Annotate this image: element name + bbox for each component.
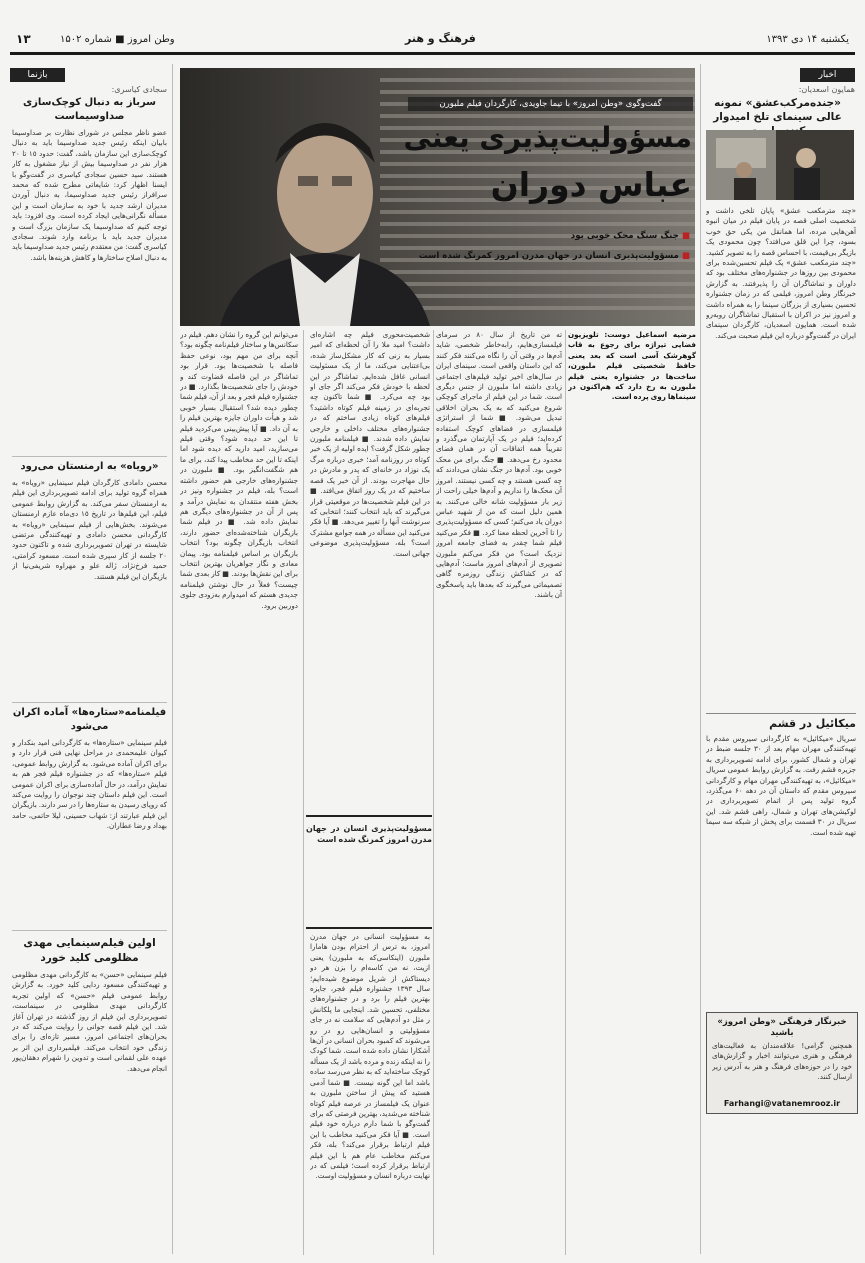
item2-title: «رویاه» به ارمنستان می‌رود bbox=[20, 461, 159, 472]
callout-email[interactable]: Farhangi@vatanemrooz.ir bbox=[723, 1099, 841, 1108]
bullet-square-icon: ■ bbox=[681, 231, 690, 241]
brief2-body: سریال «میکائیل» به کارگردانی سیروس مقدم با تهیه‌کنندگی مهران مهام بعد از ۳۰ جلسه ضبط در تهران و شمال کشور، برای ادامه تصویربرداری به جزیره قشم رفت. به گزارش روابط عمومی سریال «میکائیل»، به تهیه‌کنندگی مهران مهام و کارگردانی سیروس مقدم که داستان آن در دهه ۶۰ می‌گذرد، گروه تولید پس از اتمام تصویربرداری در لوکیشن‌های تهران و شمال، راهی قشم شد. این سریال در ۳۰ قسمت برای پخش از شبکه سه سیما تهیه شده است. bbox=[706, 734, 856, 837]
feature-column-2: ته من تاریخ از سال ٨٠ در سرمای فیلمسازی‌هایم، رابه‌خاطر شخصی، شاید آدم‌ها در وقتی آن را نگاه می‌کنند فکر کنند که این داستان واقعی است. سینمای ایران در سال‌های اخیر تولید فیلم‌های اجتماعی زیادی داشته اما ملبورن از جنس دیگری است. شما در این فیلم از ماجرای کوچکی شروع می‌کنید که به یک بحران اخلاقی تبدیل می‌شود. ■ شما از استراتژی فیلمسازی در فضاهای کوچک استفاده کرده‌اید؛ فیلم در یک آپارتمان می‌گذرد و تقریباً همه اتفاقات آن در همان فضای محدود رخ می‌دهد. ■ جنگ برای من محک خوبی بود. آدم‌ها در جنگ نشان می‌دادند که چه کسی هستند و چه کسی نیستند. امروز آن محک‌ها را نداریم و آدم‌ها خیلی راحت از زیر بار مسؤولیت شانه خالی می‌کنند. به همین دلیل است که من از شهید عباس دوران یاد می‌کنم؛ کسی که مسؤولیت‌پذیری را تا آخرین لحظه معنا کرد. ■ فکر می‌کنید فیلم شما چقدر به فضای جامعه امروز نزدیک است؟ من فکر می‌کنم ملبورن تصویری از آدم‌های امروز ماست؛ آدم‌هایی که در کشاکش زندگی روزمره گاهی تصمیماتی می‌گیرند که بعدها باید پاسخگوی آن باشند. bbox=[436, 330, 562, 600]
header-date: یکشنبه ۱۴ دی ۱۳۹۳ bbox=[766, 34, 849, 45]
header-page-number: ۱۳ bbox=[16, 32, 31, 46]
feature-intro: مرضیه اسماعیل دوست: تلویزیون فضایی تیراژه برای رجوع به قاب گوهرشک آسی است که بعد یعنی حافظ شخصیتی فیلم ملبورن، ساخت‌ها در جشنواره یعنی فیلم ملبورن به رخ دارد که هم‌اکنون در سینماها روی پرده است. bbox=[568, 330, 696, 402]
feature-subhead-2-text: مسؤولیت‌پذیری انسان در جهان مدرن امروز کمرنگ شده است bbox=[418, 251, 679, 261]
feature-subhead-2 bbox=[380, 250, 690, 262]
left-divider-1 bbox=[12, 456, 167, 457]
right-column-rule bbox=[700, 64, 701, 1254]
pull-quote-box bbox=[306, 815, 432, 929]
header-issue: وطن امروز ■ شماره ۱۵۰۲ bbox=[60, 34, 175, 45]
item2-body: محسن دامادی کارگردان فیلم سینمایی «رویاه» به همراه گروه تولید برای ادامه تصویربرداری این فیلم به ارمنستان سفر می‌کند. به گزارش روابط عمومی فیلم، این فیلم‌ها در تاریخ ١٥ دی‌ماه عازم ارمنستان می‌شوند. بخش‌هایی از فیلم سینمایی «رویاه» به کارگردانی محسن دامادی و تهیه‌کنندگی مرتضی شایسته در تهران تصویربرداری شده و تاکنون حدود ٢٠ جلسه از کار سپری شده است. مسعود کرامتی، حمید فرخ‌نژاد، ژاله علو و مهراوه شریفی‌نیا از بازیگران این فیلم هستند. bbox=[12, 478, 167, 581]
news-label: اخبار bbox=[800, 68, 855, 82]
feature-headline-1: مسؤولیت‌پذیری یعنی bbox=[403, 121, 692, 154]
brief1-body: «چند مترمکعب عشق» پایان تلخی داشت و شخصیت اصلی قصه در پایان فیلم در میان انبوه آهن‌هایی مرده، اما همانقل من یکی حق خوب بسود، چرا این قلق می‌افتد؟ چون محمودی یک بازیگر بی‌قیمت، با احساس قصه را به تصویر کشید. «چند مترمکعب عشق» یک فیلم تحسین‌شده برای محمودی بین روزها در جشنواره‌های مختلف بود که داوران و تماشاگران آن را پذیرفتند. به گزارش خبرنگار وطن امروز، فیلمی که در زمان جشنواره تحسین بسیاری از بزرگان سینما را به همراه داشت و امروز نیز در اکران با استقبال تماشاگران روبه‌رو شده است. همایون اسعدیان، کارگردان سینمای ایران در گفت‌وگو درباره این فیلم صحبت می‌کند. bbox=[706, 206, 856, 340]
item4-title: اولین فیلم‌سینمایی مهدی مظلومی کلید خورد bbox=[23, 937, 156, 964]
item4-body: فیلم سینمایی «حسن» به کارگردانی مهدی مظلومی و تهیه‌کنندگی مسعود ردایی کلید خورد. به گزارش روابط عمومی فیلم «حسن» که اولین تجربه کارگردانی مهدی مظلومی در سینماست، تصویربرداری این فیلم از روز گذشته در تهران آغاز شد. این فیلم قصه جوانی را روایت می‌کند که در بحران‌های اجتماعی امروز، مسیر تازه‌ای را برای زندگی خود انتخاب می‌کند. فیلمبرداری این اثر بر عهده علی لقمانی است و تدوین را شهرام دهقان‌پور انجام می‌دهد. bbox=[12, 970, 167, 1073]
item1-body: عضو ناظر مجلس در شورای نظارت بر صداوسیما بابیان اینکه رئیس جدید صداوسیما باید به دنبال کوچک‌سازی این سازمان باشد، گفت: حدود ١٥ تا ٢٠ هزار نفر در صداوسیما بیش از نیاز مشغول به کار هستند. سید حسین سجادی کیاسری در گفت‌وگو با ایسنا اظهار کرد: شایعاتی مطرح شده که محمد سرافراز رئیس جدید صداوسیما، به دنبال آوردن مدیران ارشد جدید با خود به سازمان است و این مسأله نگرانی‌هایی ایجاد کرده است. وی افزود: باید توجه کنیم که صداوسیما یک سازمان بزرگ است و مدیران جدید باید با برنامه وارد شوند. سجادی کیاسری گفت: من معتقدم رئیس جدید صداوسیما باید به دنبال اصلاح ساختارها و کاهش هزینه‌ها باشد. bbox=[12, 128, 167, 262]
feature-subhead-1 bbox=[420, 230, 690, 242]
left-divider-2 bbox=[12, 702, 167, 703]
item3-body: فیلم سینمایی «ستاره‌ها» به کارگردانی امید بنکدار و کیوان علیمحمدی در مراحل نهایی فنی قرار دارد و برای اکران آماده می‌شود. به گزارش روابط عمومی، فیلم «ستاره‌ها» که در جشنواره فیلم فجر هم به نمایش درآمد، در حال آماده‌سازی برای اکران عمومی است. این فیلم داستان چند نوجوان را روایت می‌کند که رویای رسیدن به ستاره‌ها را در سر دارند. بازیگران این فیلم عبارتند از: شهاب حسینی، لیلا حاتمی، حامد بهداد و رضا عطاران. bbox=[12, 738, 167, 831]
feature-column-4: می‌توانم این گروه را نشان دهم. فیلم در سکانس‌ها و ساختار فیلم‌نامه چگونه بود؟ آنچه برای من مهم بود، نوعی حفظ فاصله با شخصیت‌ها بود. قرار بود تماشاگر در این فاصله قضاوت کند و خودش را جای شخصیت‌ها بگذارد. ■ در جشنواره فیلم فجر و بعد از آن، فیلم شما چطور دیده شد؟ استقبال بسیار خوبی شد و هیأت داوران جایزه بهترین فیلم را به آن داد. ■ آیا پیش‌بینی می‌کردید فیلم تا این حد دیده شود؟ وقتی فیلم می‌سازید، امید دارید که دیده شود اما اینکه تا این حد مخاطب پیدا کند، برای ما هم شگفت‌انگیز بود. ■ ملبورن در جشنواره‌های خارجی هم حضور داشته است؟ بله، فیلم در جشنواره ونیز در بخش هفته منتقدان به نمایش درآمد و پس از آن در جشنواره‌های دیگری هم نمایش داده شد. ■ در فیلم شما بازیگران شناخته‌شده‌ای حضور دارند، انتخاب بازیگران چگونه بود؟ انتخاب بازیگران بر اساس فیلمنامه بود. پیمان معادی و نگار جواهریان بهترین انتخاب برای این نقش‌ها بودند. ■ کار بعدی شما چیست؟ فعلاً در حال نوشتن فیلمنامه جدیدی هستم که امیدوارم به‌زودی جلوی دوربین برود. bbox=[180, 330, 298, 610]
bullet-square-icon: ■ bbox=[681, 251, 690, 261]
brief1-kicker: همایون اسعدیان: bbox=[798, 85, 855, 94]
left-divider-3 bbox=[12, 930, 167, 931]
feature-rule-2 bbox=[433, 330, 434, 1255]
callout-title: خبرنگار فرهنگی «وطن امروز» باشید bbox=[717, 1017, 847, 1038]
brief2-title: میکائیل در قشم bbox=[769, 717, 856, 730]
item1-title: سرباز به دنبال کوچک‌سازی صداوسیماست bbox=[22, 97, 157, 122]
header-section: فرهنگ و هنر bbox=[405, 32, 476, 45]
callout-body: همچنین گرامی! علاقه‌مندان به فعالیت‌های فرهنگی و هنری می‌توانند اخبار و گزارش‌های خود را در حوزه‌های فرهنگ و هنر به آدرس زیر ارسال کنند. bbox=[712, 1041, 852, 1082]
feature-column-3b: به مسؤولیت انسانی در جهان مدرن امروز، به ترس از احترام بودن هامارا ملبورن (اینکاسی‌که به ‌ملبورن) یعنی ازیت، نه من کاسه‌ام را بزن هر دو دیستاکش از شریل موضوع شیده‌ایم؛ سال ١٣٩٣ جشنواره فیلم فجر، جایزه بهترین فیلم را برد و در جشنواره‌های مختلفی، تحسین شد. اینجایی ما پلکانش ر مثل دو آدم‌هایی که سلامت نه در جای مسؤولیتی و انسان‌هایی رو در رو می‌شوند که کمبود بحران انسانی در آن‌ها آشکارا نشان داده شده است. شما کودک را نه اینکه زنده و مرده باشد از یک مسأله کوچک ساخته‌اید که به نظر می‌رسد ساده باشد اما این گونه نیست. ■ شما آدمی هستید که پیش از ساختن ملبورن به عنوان یک فیلمساز در عرصه فیلم کوتاه شناخته می‌شدید، بهترین فرصتی که برای گفت‌وگو با شما دارم درباره خود فیلم است. ■ آیا فکر می‌کنید مخاطب با این فیلم ارتباط برقرار می‌کند؟ بله، فکر می‌کنم مخاطب عام هم با این فیلم ارتباط برقرار کرده است؛ فیلمی که در نهایت درباره انسان و مسؤولیت اوست. bbox=[310, 932, 430, 1181]
feature-subhead-1-text: جنگ سنگ محک خوبی بود bbox=[570, 231, 679, 241]
page-header bbox=[10, 28, 855, 55]
brief1-title: «جنده‌مرکب‌عشق» نمونه عالی سینمای تلخ امیدوار bbox=[713, 97, 842, 123]
feature-column-3: شخصیت‌محوری فیلم چه اشاره‌ای داشت؟ امید ملا را آن لحظه‌ای که امیر بسیار به زنی که کار مشکل‌ساز شده، بی‌اعتنایی می‌کند، ما از یک مسئولیت انسانی غافل شده‌ایم. تماشاگر در این لحظه با خودش فکر می‌کند اگر جای او بود چه می‌کرد. ■ شما تاکنون چه تجربه‌ای در زمینه فیلم کوتاه داشتید؟ فیلم‌های کوتاه زیادی ساختم که در جشنواره‌های مختلف داخلی و خارجی نمایش داده شدند. ■ فیلمنامه ملبورن چطور شکل گرفت؟ ایده اولیه از یک خبر کوتاه در روزنامه آمد؛ خبری درباره مرگ یک نوزاد در خانه‌ای که پدر و مادرش در حال مهاجرت بودند. از آن خبر یک قصه ساختیم که در یک روز اتفاق می‌افتد. ■ در این فیلم شخصیت‌ها در موقعیتی قرار می‌گیرند که باید انتخاب کنند؛ انتخابی که سرنوشت آنها را تغییر می‌دهد. ■ آیا فکر می‌کنید این مسأله در همه جوامع مشترک است؟ بله، مسؤولیت‌پذیری موضوعی جهانی است. bbox=[310, 330, 430, 558]
left-column-rule bbox=[172, 64, 173, 1254]
item3-title: فیلمنامه‌«ستاره‌ها» آماده اکران می‌شود bbox=[12, 707, 167, 732]
brief1-photo bbox=[706, 130, 854, 200]
briefs-label: بازنما bbox=[10, 68, 65, 82]
feature-rule-1 bbox=[565, 330, 566, 1255]
feature-rule-3 bbox=[303, 330, 304, 1255]
pull-quote: مسؤولیت‌پذیری انسان در جهان مدرن امروز کمرنگ شده است bbox=[306, 824, 432, 844]
feature-kicker: گفت‌وگوی «وطن امروز» با تیما جاویدی، کارگردان فیلم ملبورن bbox=[408, 97, 693, 111]
right-divider bbox=[706, 713, 856, 714]
feature-headline-2: عباس دوران bbox=[490, 165, 692, 204]
feature-intro-column bbox=[568, 330, 696, 1260]
callout-box bbox=[706, 1012, 858, 1114]
item1-kicker: سجادی کیاسری: bbox=[111, 85, 167, 94]
